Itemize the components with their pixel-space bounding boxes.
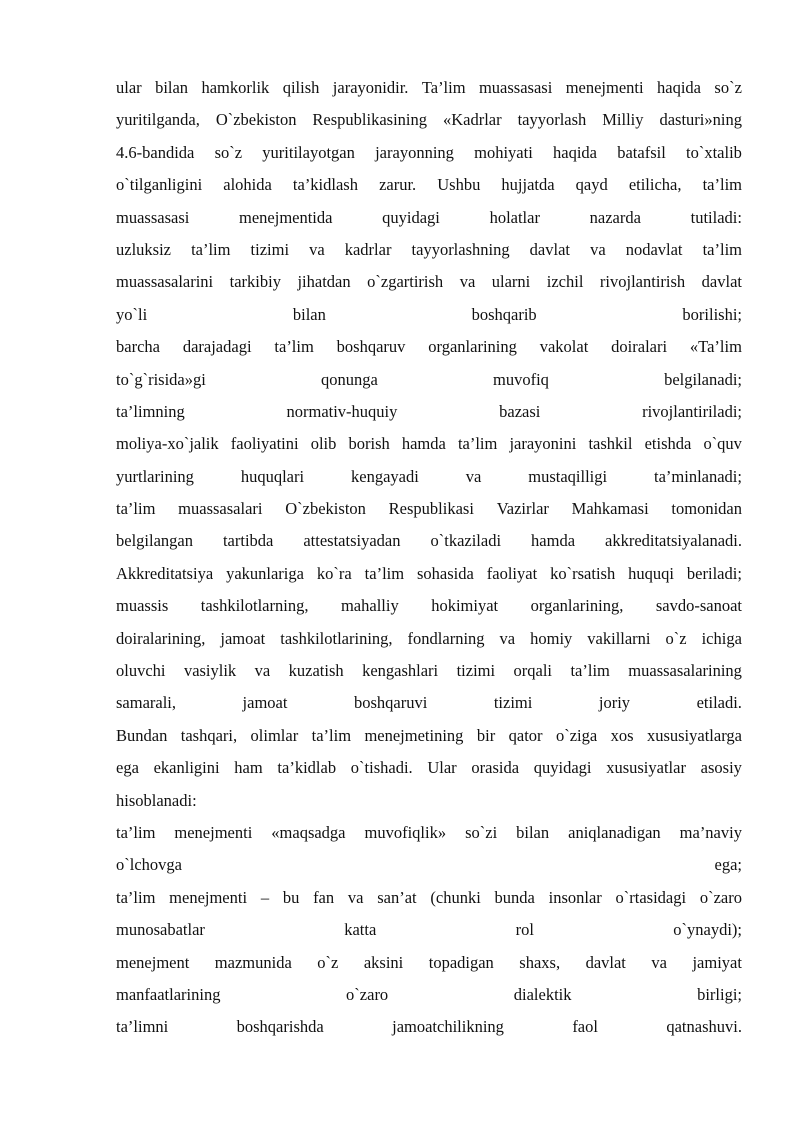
word: ta’lim	[116, 822, 156, 842]
word: ham	[234, 758, 263, 778]
word: menejment	[116, 952, 190, 972]
word: alohida	[223, 175, 272, 195]
word: hamda	[531, 531, 576, 551]
text-line	[116, 364, 742, 396]
word: olib	[310, 434, 337, 454]
word: menejmetining	[364, 725, 464, 745]
word: tizimi	[456, 661, 496, 681]
word: Ta’lim	[421, 78, 466, 97]
word: etishda	[644, 434, 692, 454]
word: mohiyati	[474, 142, 533, 162]
word: nazarda	[589, 207, 641, 227]
word: muvofiq	[493, 369, 549, 389]
text-line	[116, 979, 742, 1011]
word: ta’lim	[570, 661, 610, 681]
word: tashkilotlarining,	[280, 628, 393, 648]
word: va	[465, 466, 482, 486]
word: Respublikasi	[388, 499, 474, 519]
word: –	[260, 887, 270, 907]
word: jarayonini	[509, 434, 577, 454]
word: o`lchovga	[116, 855, 182, 875]
word: boshqarishda	[236, 1017, 324, 1037]
word: Bundan	[116, 725, 168, 745]
text-line	[116, 234, 742, 266]
word: mahalliy	[340, 596, 399, 616]
word: o`tilganligini	[116, 175, 203, 195]
word: fondlarning	[407, 628, 485, 648]
word: o`ziga	[555, 725, 598, 745]
word: ta’lim	[311, 725, 352, 745]
word: fan	[313, 887, 335, 907]
word: rivojlantiriladi;	[642, 401, 742, 421]
word: kadrlar	[344, 239, 392, 259]
word: nodavlat	[625, 239, 683, 259]
word: ta’lim	[191, 239, 231, 259]
word: belgilangan	[116, 531, 193, 551]
text-line	[116, 882, 742, 914]
word: ta’lim	[274, 337, 314, 357]
text-line	[116, 752, 742, 784]
word: qatnashuvi.	[666, 1017, 742, 1037]
word: quyidagi	[533, 758, 592, 778]
word: menejmenti	[174, 822, 253, 842]
word: ularni	[491, 272, 531, 292]
word: davlat	[585, 952, 626, 972]
word: doiralarining,	[116, 628, 206, 648]
text-line	[116, 137, 742, 169]
word: tartibda	[222, 531, 274, 551]
word: holatlar	[489, 207, 540, 227]
word: beriladi;	[686, 563, 742, 583]
document-page	[116, 72, 742, 1044]
text-line	[116, 396, 742, 428]
word: samarali,	[116, 693, 177, 713]
text-line	[116, 687, 742, 719]
word: topadigan	[428, 952, 494, 972]
word: borilishi;	[682, 304, 742, 324]
word: muvofiqlik»	[364, 822, 447, 842]
word: etilicha,	[628, 175, 682, 195]
word: savdo-sanoat	[655, 596, 742, 616]
word: ko`ra	[316, 563, 352, 583]
word: (chunki	[430, 887, 481, 907]
word: xususiyatlarga	[646, 725, 742, 745]
word: ma’naviy	[679, 822, 742, 842]
word: va	[254, 661, 271, 681]
word: to`xtalib	[686, 142, 742, 162]
word: ega	[116, 758, 139, 778]
word: muassasalari	[178, 499, 263, 519]
word: o`z	[317, 952, 339, 972]
word: faoliyatini	[230, 434, 299, 454]
text-line	[116, 169, 742, 201]
text-line	[116, 623, 742, 655]
word: jamoatchilikning	[392, 1017, 504, 1037]
word: o`zaro	[346, 984, 389, 1004]
word: tayyorlash	[517, 110, 587, 130]
word: huquqlari	[240, 466, 305, 486]
word: muassasasi	[116, 207, 190, 227]
word: vakolat	[539, 337, 589, 357]
word: kengayadi	[351, 466, 419, 486]
word: jamiyat	[692, 952, 742, 972]
text-line	[116, 331, 742, 363]
word: tayyorlashning	[411, 239, 510, 259]
word: tashkilotlarning,	[200, 596, 309, 616]
word: tashkil	[588, 434, 633, 454]
word: dasturi»ning	[659, 110, 742, 130]
word: Vazirlar	[496, 499, 549, 519]
word: ta’lim	[702, 175, 742, 195]
word: so`zi	[465, 822, 498, 842]
word: ta’lim	[364, 563, 405, 583]
word: bilan	[516, 822, 550, 842]
text-line	[116, 493, 742, 525]
text-line	[116, 525, 742, 557]
word: «maqsadga	[271, 822, 346, 842]
word: faol	[572, 1017, 598, 1037]
word: jihatdan	[297, 272, 351, 292]
word: jamoat	[242, 693, 288, 713]
text-line	[116, 428, 742, 460]
word: insonlar	[548, 887, 602, 907]
word: menejmenti	[169, 887, 248, 907]
word: attestatsiyadan	[303, 531, 401, 551]
word: ta’minlanadi;	[654, 466, 742, 486]
word: so`z	[714, 78, 742, 97]
word: tutiladi:	[690, 207, 742, 227]
word: ega;	[714, 855, 742, 875]
word: san’at	[377, 887, 417, 907]
word: Respublikasining	[312, 110, 428, 130]
word: belgilanadi;	[664, 369, 742, 389]
text-line	[116, 72, 742, 104]
word: ta’kidlab	[277, 758, 337, 778]
word: O`zbekiston	[285, 499, 366, 519]
word: o`quv	[703, 434, 742, 454]
word: ta’lim	[116, 499, 156, 519]
word: O`zbekiston	[215, 110, 297, 130]
word: katta	[344, 920, 377, 940]
word: uzluksiz	[116, 239, 171, 259]
word: Milliy	[602, 110, 644, 130]
word: o`z	[665, 628, 687, 648]
word: ta’limni	[116, 1017, 169, 1037]
word: aniqlanadigan	[568, 822, 661, 842]
word: menejmenti	[565, 78, 644, 97]
text-line	[116, 720, 742, 752]
word: oluvchi	[116, 661, 166, 681]
text-line	[116, 914, 742, 946]
word: o`tkaziladi	[430, 531, 502, 551]
text-line	[116, 299, 742, 331]
word: yo`li	[116, 304, 148, 324]
word: yuritilganda,	[116, 110, 200, 130]
word: bir	[476, 725, 496, 745]
word: tizimi	[493, 693, 533, 713]
word: tashqari,	[180, 725, 238, 745]
word: Mahkamasi	[571, 499, 649, 519]
word: normativ-huquiy	[286, 401, 398, 421]
word: va	[590, 239, 606, 259]
word: jarayonidir.	[332, 78, 409, 97]
word: menejmentida	[239, 207, 333, 227]
word: va	[347, 887, 364, 907]
word: hujjatda	[501, 175, 555, 195]
word: bilan	[155, 78, 189, 97]
word: izchil	[546, 272, 584, 292]
text-line	[116, 104, 742, 136]
word: va	[651, 952, 667, 972]
word: boshqarib	[471, 304, 537, 324]
word: yuritilayotgan	[262, 142, 355, 162]
word: muassasalarini	[116, 272, 214, 292]
word: barcha	[116, 337, 160, 357]
word: darajadagi	[182, 337, 252, 357]
word: boshqaruv	[336, 337, 406, 357]
word: jarayonning	[375, 142, 454, 162]
word: kengashlari	[362, 661, 439, 681]
word: qilish	[282, 78, 320, 97]
word: moliya-xo`jalik	[116, 434, 219, 454]
word: ular	[116, 78, 142, 97]
word: homiy	[530, 628, 573, 648]
word: va	[459, 272, 476, 292]
word: muassis	[116, 596, 169, 616]
text-line	[116, 1011, 742, 1043]
text-line	[116, 947, 742, 979]
word: ta’kidlash	[292, 175, 358, 195]
word: rivojlantirish	[599, 272, 686, 292]
word: yakunlariga	[226, 563, 304, 583]
word: xususiyatlar	[606, 758, 686, 778]
text-line	[116, 590, 742, 622]
word: orasida	[471, 758, 520, 778]
word: tarkibiy	[229, 272, 281, 292]
word: va	[499, 628, 516, 648]
word: ta’limning	[116, 401, 185, 421]
word: qayd	[575, 175, 608, 195]
word: zarur.	[379, 175, 417, 195]
word: o`zgartirish	[367, 272, 444, 292]
text-line	[116, 202, 742, 234]
text-line	[116, 817, 742, 849]
word: to`g`risida»gi	[116, 369, 206, 389]
word: sohasida	[417, 563, 474, 583]
word: hamkorlik	[201, 78, 270, 97]
text-line: hisoblanadi:	[116, 790, 197, 810]
word: ichiga	[701, 628, 742, 648]
word: xos	[610, 725, 634, 745]
word: 4.6-bandida	[116, 142, 195, 162]
word: jamoat	[220, 628, 266, 648]
word: faoliyat	[486, 563, 538, 583]
word: munosabatlar	[116, 920, 205, 940]
word: Ushbu	[437, 175, 481, 195]
word: Akkreditatsiya	[116, 563, 214, 583]
word: haqida	[657, 78, 701, 97]
word: manfaatlarining	[116, 984, 221, 1004]
word: etiladi.	[696, 693, 742, 713]
word: o`ynaydi);	[673, 920, 742, 940]
word: o`rtasidagi	[615, 887, 687, 907]
word: «Kadrlar	[442, 110, 502, 130]
word: ta’lim	[116, 887, 156, 907]
word: ta’lim	[457, 434, 498, 454]
word: huquqi	[628, 563, 674, 583]
word: olimlar	[250, 725, 299, 745]
word: joriy	[598, 693, 631, 713]
word: hokimiyat	[431, 596, 499, 616]
word: qonunga	[321, 369, 378, 389]
text-line	[116, 558, 742, 590]
text-line	[116, 461, 742, 493]
word: bu	[282, 887, 300, 907]
text-line	[116, 266, 742, 298]
word: kuzatish	[288, 661, 344, 681]
word: birligi;	[697, 984, 742, 1004]
text-line	[116, 849, 742, 881]
word: bunda	[494, 887, 535, 907]
word: so`z	[214, 142, 243, 162]
word: muassasasi	[478, 78, 553, 97]
word: dialektik	[513, 984, 572, 1004]
word: o`zaro	[699, 887, 742, 907]
text-line	[116, 655, 742, 687]
word: davlat	[701, 272, 742, 292]
word: borish	[348, 434, 390, 454]
word: batafsil	[617, 142, 666, 162]
word: ta’lim	[702, 239, 742, 259]
word: organlarining	[428, 337, 517, 357]
word: davlat	[529, 239, 570, 259]
word: doiralari	[611, 337, 668, 357]
word: bilan	[292, 304, 326, 324]
word: vasiylik	[183, 661, 237, 681]
word: quyidagi	[382, 207, 440, 227]
word: organlarining,	[530, 596, 624, 616]
word: tomonidan	[671, 499, 742, 519]
word: ko`rsatish	[550, 563, 616, 583]
word: rol	[515, 920, 534, 940]
word: yurtlarining	[116, 466, 194, 486]
word: muassasalarining	[628, 661, 742, 681]
word: bazasi	[499, 401, 541, 421]
word: Ular	[427, 758, 457, 778]
word: tizimi	[250, 239, 290, 259]
word: orqali	[513, 661, 553, 681]
word: qator	[508, 725, 543, 745]
word: va	[309, 239, 325, 259]
word: mazmunida	[214, 952, 292, 972]
word: akkreditatsiyalanadi.	[605, 531, 742, 551]
word: vakillarni	[587, 628, 651, 648]
word: haqida	[553, 142, 597, 162]
word: ekanligini	[153, 758, 220, 778]
word: o`tishadi.	[350, 758, 413, 778]
word: boshqaruvi	[353, 693, 428, 713]
word: mustaqilligi	[528, 466, 608, 486]
word: hamda	[401, 434, 446, 454]
word: shaxs,	[519, 952, 561, 972]
word: aksini	[363, 952, 404, 972]
word: asosiy	[700, 758, 742, 778]
word: «Ta’lim	[689, 337, 742, 357]
